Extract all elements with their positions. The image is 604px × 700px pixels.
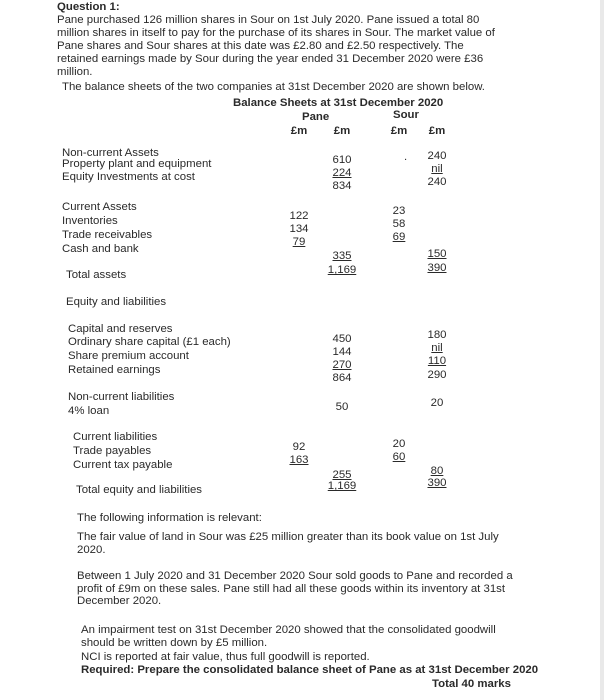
tax-payable-label: Current tax payable xyxy=(73,459,173,471)
equity-total-pane: 864 xyxy=(332,372,352,384)
total-equity-liabilities-label: Total equity and liabilities xyxy=(76,484,203,496)
ppe-sour: 240 xyxy=(427,150,447,162)
retained-earnings-label: Retained earnings xyxy=(68,364,161,376)
ca-total-pane: 335 xyxy=(332,250,352,262)
table-title: Balance Sheets at 31st December 2020 xyxy=(233,97,444,109)
total-assets-pane: 1,169 xyxy=(327,264,357,276)
company-pane-header: Pane xyxy=(302,111,330,123)
tax-payable-pane: 163 xyxy=(289,454,309,466)
receivables-label: Trade receivables xyxy=(62,229,153,241)
info-paragraph-3-line-3: NCI is reported at fair value, thus full goodwill is reported. xyxy=(81,651,370,663)
intro-line-2: million shares in itself to pay for the purchase of its shares in Sour. The market value of xyxy=(57,27,495,39)
info-heading: The following information is relevant: xyxy=(77,512,262,524)
cash-sour: 69 xyxy=(392,231,406,243)
equity-total-sour: 290 xyxy=(427,369,447,381)
unit-header-sour-2: £m xyxy=(428,125,446,137)
total-assets-label: Total assets xyxy=(66,269,127,281)
intro-line-6: The balance sheets of the two companies at 31st December 2020 are shown below. xyxy=(62,81,485,93)
current-liabilities-heading: Current liabilities xyxy=(73,431,158,443)
unit-header-pane-2: £m xyxy=(333,125,351,137)
share-capital-pane: 450 xyxy=(332,333,352,345)
inventories-pane: 122 xyxy=(289,210,309,222)
dot-mark: . xyxy=(404,151,408,163)
info-paragraph-3-line-1: An impairment test on 31st December 2020 showed that the consolidated goodwill xyxy=(81,624,496,636)
payables-sour: 20 xyxy=(392,438,406,450)
total-assets-sour: 390 xyxy=(427,262,447,274)
share-premium-label: Share premium account xyxy=(68,350,189,362)
share-capital-label: Ordinary share capital (£1 each) xyxy=(68,336,231,348)
cash-label: Cash and bank xyxy=(62,243,139,255)
inventories-sour: 23 xyxy=(392,205,406,217)
company-sour-header: Sour xyxy=(393,109,419,121)
question-heading: Question 1: xyxy=(57,1,120,13)
retained-earnings-pane: 270 xyxy=(332,359,352,371)
loan-pane: 50 xyxy=(335,401,349,413)
nca-total-pane: 834 xyxy=(332,180,352,192)
cl-total-pane: 255 xyxy=(332,469,352,481)
loan-sour: 20 xyxy=(430,397,444,409)
share-premium-pane: 144 xyxy=(332,346,352,358)
intro-line-4: retained earnings made by Sour during the year ended 31 December 2020 were £36 xyxy=(57,53,484,65)
required-text: Required: Prepare the consolidated balance sheet of Pane as at 31st December 2020 xyxy=(81,664,539,676)
ca-total-sour: 150 xyxy=(427,248,447,260)
inventories-label: Inventories xyxy=(62,215,118,227)
equity-liabilities-heading: Equity and liabilities xyxy=(66,296,167,308)
non-current-liabilities-heading: Non-current liabilities xyxy=(68,391,175,403)
total-equity-liabilities-sour: 390 xyxy=(427,477,447,489)
retained-earnings-sour: 110 xyxy=(427,355,447,367)
non-current-assets-heading: Non-current Assets xyxy=(62,147,159,159)
payables-label: Trade payables xyxy=(73,445,152,457)
info-paragraph-1: The fair value of land in Sour was £25 million greater than its book value on 1st July 2020. xyxy=(77,531,499,556)
share-capital-sour: 180 xyxy=(427,329,447,341)
equity-investments-sour: nil xyxy=(431,163,443,175)
intro-line-3: Pane shares and Sour shares at this date was £2.80 and £2.50 respectively. The xyxy=(57,40,464,52)
ppe-pane: 610 xyxy=(332,154,352,166)
equity-investments-label: Equity Investments at cost xyxy=(62,171,195,183)
intro-line-1: Pane purchased 126 million shares in Sour on 1st July 2020. Pane issued a total 80 xyxy=(57,14,480,26)
total-marks: Total 40 marks xyxy=(432,678,511,690)
info-paragraph-3-line-2: should be written down by £5 million. xyxy=(81,637,268,649)
receivables-pane: 134 xyxy=(289,223,309,235)
payables-pane: 92 xyxy=(292,441,306,453)
share-premium-sour: nil xyxy=(431,342,443,354)
total-equity-liabilities-pane: 1,169 xyxy=(327,480,357,492)
cash-pane: 79 xyxy=(292,236,306,248)
intro-line-5: million. xyxy=(57,66,93,78)
tax-payable-sour: 60 xyxy=(392,451,406,463)
receivables-sour: 58 xyxy=(392,218,406,230)
cl-total-sour: 80 xyxy=(430,465,444,477)
page-edge xyxy=(600,0,604,700)
loan-label: 4% loan xyxy=(68,405,110,417)
unit-header-sour-1: £m xyxy=(390,125,408,137)
unit-header-pane-1: £m xyxy=(290,125,308,137)
nca-total-sour: 240 xyxy=(427,176,447,188)
current-assets-heading: Current Assets xyxy=(62,201,137,213)
ppe-label: Property plant and equipment xyxy=(62,158,212,170)
info-paragraph-2: Between 1 July 2020 and 31 December 2020 Sour sold goods to Pane and recorded a profit of £9m on these sales. Pane still had all these goods within its inventory at 31st December 2020. xyxy=(77,570,513,607)
equity-investments-pane: 224 xyxy=(332,167,352,179)
capital-reserves-heading: Capital and reserves xyxy=(68,323,173,335)
